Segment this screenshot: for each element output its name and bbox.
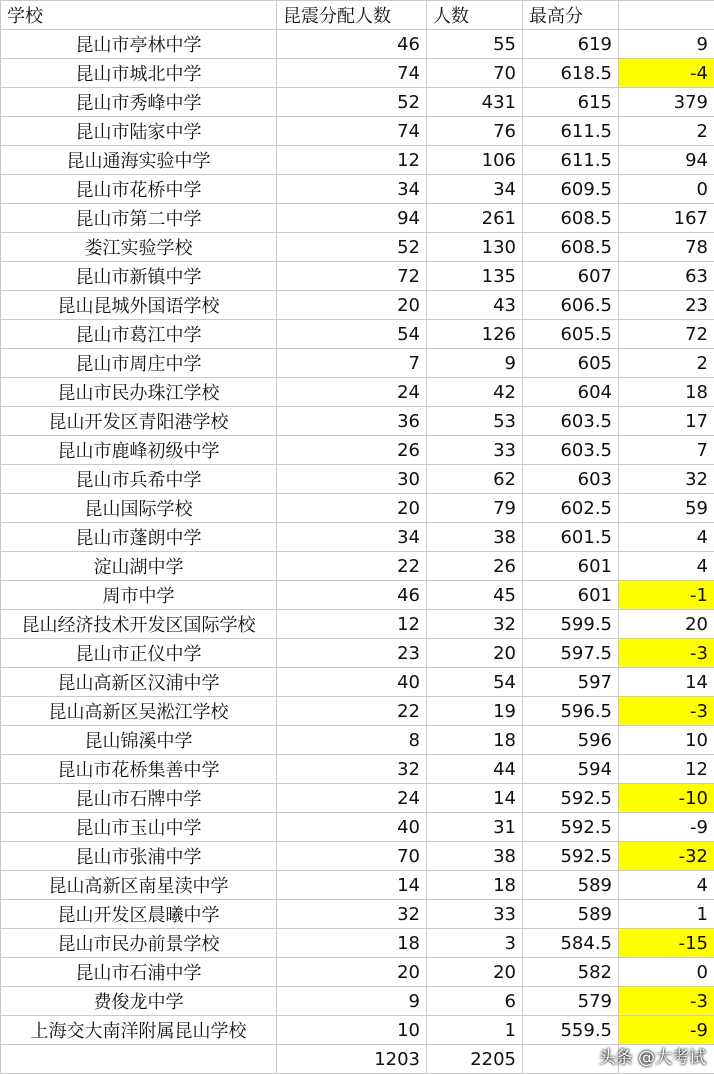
cell-school[interactable]: 昆山市蓬朗中学 [1, 523, 277, 552]
cell-school[interactable]: 昆山市花桥集善中学 [1, 755, 277, 784]
table-row [1, 929, 714, 958]
cell-max[interactable]: 602.5 [523, 494, 619, 523]
cell-max[interactable]: 579 [523, 987, 619, 1016]
cell-diff[interactable]: 14 [619, 668, 714, 697]
cell-school[interactable]: 昆山市葛江中学 [1, 320, 277, 349]
cell-diff[interactable]: 12 [619, 755, 714, 784]
cell-count[interactable]: 70 [427, 59, 523, 88]
cell-diff[interactable]: -9 [619, 813, 714, 842]
table-row [1, 900, 714, 929]
cell-alloc[interactable]: 8 [277, 726, 427, 755]
cell-diff[interactable]: 167 [619, 204, 714, 233]
table-row [1, 146, 714, 175]
table-row [1, 813, 714, 842]
cell-max[interactable]: 611.5 [523, 146, 619, 175]
table-row [1, 436, 714, 465]
table-row [1, 842, 714, 871]
cell-school[interactable]: 昆山市正仪中学 [1, 639, 277, 668]
cell-count[interactable]: 62 [427, 465, 523, 494]
table-row [1, 697, 714, 726]
cell-alloc[interactable]: 46 [277, 30, 427, 59]
cell-school[interactable]: 上海交大南洋附属昆山学校 [1, 1016, 277, 1045]
cell-alloc[interactable]: 46 [277, 581, 427, 610]
cell-count[interactable]: 1 [427, 1016, 523, 1045]
cell-count[interactable]: 18 [427, 726, 523, 755]
table-row [1, 88, 714, 117]
cell-alloc[interactable]: 9 [277, 987, 427, 1016]
cell-alloc[interactable]: 52 [277, 233, 427, 262]
cell-count[interactable]: 126 [427, 320, 523, 349]
cell-school[interactable]: 昆山市城北中学 [1, 59, 277, 88]
cell-school[interactable]: 昆山昆城外国语学校 [1, 291, 277, 320]
cell-school[interactable]: 娄江实验学校 [1, 233, 277, 262]
cell-school[interactable]: 昆山高新区南星渎中学 [1, 871, 277, 900]
cell-alloc[interactable]: 70 [277, 842, 427, 871]
cell-school[interactable]: 昆山经济技术开发区国际学校 [1, 610, 277, 639]
cell-diff[interactable]: 0 [619, 175, 714, 204]
table-row [1, 349, 714, 378]
cell-count[interactable]: 14 [427, 784, 523, 813]
cell-max[interactable]: 592.5 [523, 813, 619, 842]
cell-alloc[interactable]: 40 [277, 668, 427, 697]
cell-school[interactable]: 昆山市民办珠江学校 [1, 378, 277, 407]
cell-count[interactable]: 33 [427, 900, 523, 929]
cell-count[interactable]: 6 [427, 987, 523, 1016]
cell-alloc[interactable]: 18 [277, 929, 427, 958]
cell-school[interactable]: 昆山市陆家中学 [1, 117, 277, 146]
cell-diff[interactable]: 17 [619, 407, 714, 436]
cell-school[interactable]: 昆山市石浦中学 [1, 958, 277, 987]
table-row [1, 726, 714, 755]
total-cell-school[interactable] [1, 1045, 277, 1074]
cell-max[interactable]: 601.5 [523, 523, 619, 552]
table-row [1, 610, 714, 639]
cell-alloc[interactable]: 34 [277, 175, 427, 204]
header-diff[interactable] [619, 1, 714, 30]
cell-max[interactable]: 599.5 [523, 610, 619, 639]
cell-school[interactable]: 昆山市周庄中学 [1, 349, 277, 378]
cell-diff[interactable]: -32 [619, 842, 714, 871]
cell-alloc[interactable]: 23 [277, 639, 427, 668]
table-row [1, 30, 714, 59]
cell-diff[interactable]: 2 [619, 117, 714, 146]
cell-count[interactable]: 42 [427, 378, 523, 407]
cell-max[interactable]: 609.5 [523, 175, 619, 204]
cell-max[interactable]: 619 [523, 30, 619, 59]
cell-school[interactable]: 昆山国际学校 [1, 494, 277, 523]
cell-alloc[interactable]: 24 [277, 378, 427, 407]
cell-count[interactable]: 20 [427, 639, 523, 668]
table-row [1, 465, 714, 494]
cell-school[interactable]: 昆山市新镇中学 [1, 262, 277, 291]
cell-school[interactable]: 昆山开发区晨曦中学 [1, 900, 277, 929]
cell-max[interactable]: 606.5 [523, 291, 619, 320]
cell-alloc[interactable]: 22 [277, 552, 427, 581]
table-row [1, 378, 714, 407]
cell-diff[interactable]: 4 [619, 523, 714, 552]
cell-max[interactable]: 594 [523, 755, 619, 784]
cell-diff[interactable]: -9 [619, 1016, 714, 1045]
cell-alloc[interactable]: 7 [277, 349, 427, 378]
cell-alloc[interactable]: 94 [277, 204, 427, 233]
cell-max[interactable]: 605.5 [523, 320, 619, 349]
cell-count[interactable]: 38 [427, 523, 523, 552]
cell-count[interactable]: 106 [427, 146, 523, 175]
cell-count[interactable]: 38 [427, 842, 523, 871]
table-row [1, 175, 714, 204]
table-row [1, 755, 714, 784]
table-row [1, 871, 714, 900]
cell-diff[interactable]: 9 [619, 30, 714, 59]
cell-diff[interactable]: 18 [619, 378, 714, 407]
cell-max[interactable]: 559.5 [523, 1016, 619, 1045]
cell-count[interactable]: 18 [427, 871, 523, 900]
cell-count[interactable]: 26 [427, 552, 523, 581]
cell-diff[interactable]: -1 [619, 581, 714, 610]
header-count[interactable]: 人数 [427, 1, 523, 30]
watermark: 头条 @大考试 [598, 1048, 706, 1068]
cell-school[interactable]: 昆山高新区汉浦中学 [1, 668, 277, 697]
cell-diff[interactable]: 4 [619, 871, 714, 900]
table-row [1, 668, 714, 697]
cell-max[interactable]: 603 [523, 465, 619, 494]
cell-alloc[interactable]: 20 [277, 958, 427, 987]
cell-max[interactable]: 611.5 [523, 117, 619, 146]
cell-diff[interactable]: 63 [619, 262, 714, 291]
cell-alloc[interactable]: 54 [277, 320, 427, 349]
header-alloc[interactable]: 昆震分配人数 [277, 1, 427, 30]
cell-school[interactable]: 昆山开发区青阳港学校 [1, 407, 277, 436]
cell-alloc[interactable]: 14 [277, 871, 427, 900]
cell-diff[interactable]: 4 [619, 552, 714, 581]
cell-count[interactable]: 54 [427, 668, 523, 697]
cell-diff[interactable]: -3 [619, 639, 714, 668]
cell-diff[interactable]: -3 [619, 987, 714, 1016]
total-cell-count[interactable]: 2205 [427, 1045, 523, 1074]
header-school[interactable]: 学校 [1, 1, 277, 30]
cell-count[interactable]: 53 [427, 407, 523, 436]
table-row [1, 552, 714, 581]
table-row [1, 291, 714, 320]
cell-max[interactable]: 615 [523, 88, 619, 117]
cell-alloc[interactable]: 34 [277, 523, 427, 552]
table-row [1, 204, 714, 233]
cell-alloc[interactable]: 26 [277, 436, 427, 465]
cell-school[interactable]: 昆山锦溪中学 [1, 726, 277, 755]
cell-alloc[interactable]: 74 [277, 59, 427, 88]
cell-school[interactable]: 昆山通海实验中学 [1, 146, 277, 175]
cell-max[interactable]: 592.5 [523, 784, 619, 813]
cell-diff[interactable]: -4 [619, 59, 714, 88]
cell-max[interactable]: 589 [523, 871, 619, 900]
cell-alloc[interactable]: 36 [277, 407, 427, 436]
cell-max[interactable]: 601 [523, 552, 619, 581]
cell-count[interactable]: 34 [427, 175, 523, 204]
table-row [1, 581, 714, 610]
cell-max[interactable]: 604 [523, 378, 619, 407]
cell-school[interactable]: 昆山高新区吴淞江学校 [1, 697, 277, 726]
header-row [1, 1, 714, 30]
table-row [1, 639, 714, 668]
cell-school[interactable]: 昆山市鹿峰初级中学 [1, 436, 277, 465]
cell-alloc[interactable]: 72 [277, 262, 427, 291]
cell-count[interactable]: 20 [427, 958, 523, 987]
cell-max[interactable]: 584.5 [523, 929, 619, 958]
cell-school[interactable]: 昆山市亭林中学 [1, 30, 277, 59]
cell-alloc[interactable]: 52 [277, 88, 427, 117]
cell-max[interactable]: 596.5 [523, 697, 619, 726]
total-cell-alloc[interactable]: 1203 [277, 1045, 427, 1074]
cell-alloc[interactable]: 30 [277, 465, 427, 494]
table-row [1, 1016, 714, 1045]
cell-count[interactable]: 19 [427, 697, 523, 726]
cell-alloc[interactable]: 40 [277, 813, 427, 842]
table-row [1, 262, 714, 291]
cell-alloc[interactable]: 74 [277, 117, 427, 146]
cell-count[interactable]: 43 [427, 291, 523, 320]
cell-count[interactable]: 44 [427, 755, 523, 784]
cell-max[interactable]: 597 [523, 668, 619, 697]
table-row [1, 233, 714, 262]
cell-alloc[interactable]: 20 [277, 494, 427, 523]
cell-max[interactable]: 605 [523, 349, 619, 378]
cell-max[interactable]: 597.5 [523, 639, 619, 668]
cell-school[interactable]: 昆山市民办前景学校 [1, 929, 277, 958]
cell-max[interactable]: 618.5 [523, 59, 619, 88]
cell-diff[interactable]: 59 [619, 494, 714, 523]
cell-alloc[interactable]: 12 [277, 610, 427, 639]
cell-diff[interactable]: -3 [619, 697, 714, 726]
cell-count[interactable]: 76 [427, 117, 523, 146]
total-cell-max[interactable] [523, 1045, 619, 1074]
cell-diff[interactable]: -10 [619, 784, 714, 813]
cell-max[interactable]: 608.5 [523, 204, 619, 233]
cell-count[interactable]: 31 [427, 813, 523, 842]
cell-school[interactable]: 昆山市秀峰中学 [1, 88, 277, 117]
cell-max[interactable]: 592.5 [523, 842, 619, 871]
cell-count[interactable]: 33 [427, 436, 523, 465]
totals-row [1, 1045, 714, 1074]
cell-diff[interactable]: 379 [619, 88, 714, 117]
cell-diff[interactable]: 72 [619, 320, 714, 349]
table-row [1, 117, 714, 146]
cell-school[interactable]: 昆山市张浦中学 [1, 842, 277, 871]
table-row [1, 407, 714, 436]
cell-max[interactable]: 596 [523, 726, 619, 755]
cell-diff[interactable]: 23 [619, 291, 714, 320]
cell-school[interactable]: 昆山市第二中学 [1, 204, 277, 233]
cell-count[interactable]: 79 [427, 494, 523, 523]
cell-school[interactable]: 昆山市花桥中学 [1, 175, 277, 204]
header-max[interactable]: 最高分 [523, 1, 619, 30]
cell-alloc[interactable]: 10 [277, 1016, 427, 1045]
cell-alloc[interactable]: 32 [277, 900, 427, 929]
table-row [1, 494, 714, 523]
cell-diff[interactable]: 32 [619, 465, 714, 494]
cell-count[interactable]: 32 [427, 610, 523, 639]
cell-max[interactable]: 608.5 [523, 233, 619, 262]
cell-count[interactable]: 9 [427, 349, 523, 378]
cell-alloc[interactable]: 20 [277, 291, 427, 320]
cell-alloc[interactable]: 24 [277, 784, 427, 813]
cell-count[interactable]: 45 [427, 581, 523, 610]
cell-count[interactable]: 3 [427, 929, 523, 958]
cell-diff[interactable]: 94 [619, 146, 714, 175]
table-row [1, 320, 714, 349]
cell-diff[interactable]: 7 [619, 436, 714, 465]
cell-school[interactable]: 昆山市兵希中学 [1, 465, 277, 494]
cell-count[interactable]: 55 [427, 30, 523, 59]
cell-alloc[interactable]: 22 [277, 697, 427, 726]
cell-school[interactable]: 淀山湖中学 [1, 552, 277, 581]
cell-count[interactable]: 130 [427, 233, 523, 262]
table-row [1, 987, 714, 1016]
cell-max[interactable]: 589 [523, 900, 619, 929]
cell-max[interactable]: 607 [523, 262, 619, 291]
cell-diff[interactable]: -15 [619, 929, 714, 958]
cell-max[interactable]: 603.5 [523, 436, 619, 465]
table-row [1, 523, 714, 552]
cell-school[interactable]: 周市中学 [1, 581, 277, 610]
cell-diff[interactable]: 10 [619, 726, 714, 755]
cell-max[interactable]: 601 [523, 581, 619, 610]
cell-alloc[interactable]: 32 [277, 755, 427, 784]
cell-diff[interactable]: 0 [619, 958, 714, 987]
cell-count[interactable]: 431 [427, 88, 523, 117]
table-row [1, 958, 714, 987]
cell-diff[interactable]: 2 [619, 349, 714, 378]
cell-diff[interactable]: 1 [619, 900, 714, 929]
table-row [1, 784, 714, 813]
cell-school[interactable]: 昆山市石牌中学 [1, 784, 277, 813]
cell-max[interactable]: 603.5 [523, 407, 619, 436]
cell-count[interactable]: 135 [427, 262, 523, 291]
total-cell-diff[interactable] [619, 1045, 714, 1074]
cell-alloc[interactable]: 12 [277, 146, 427, 175]
cell-school[interactable]: 费俊龙中学 [1, 987, 277, 1016]
cell-school[interactable]: 昆山市玉山中学 [1, 813, 277, 842]
cell-diff[interactable]: 78 [619, 233, 714, 262]
cell-count[interactable]: 261 [427, 204, 523, 233]
cell-diff[interactable]: 20 [619, 610, 714, 639]
table-row [1, 59, 714, 88]
cell-max[interactable]: 582 [523, 958, 619, 987]
